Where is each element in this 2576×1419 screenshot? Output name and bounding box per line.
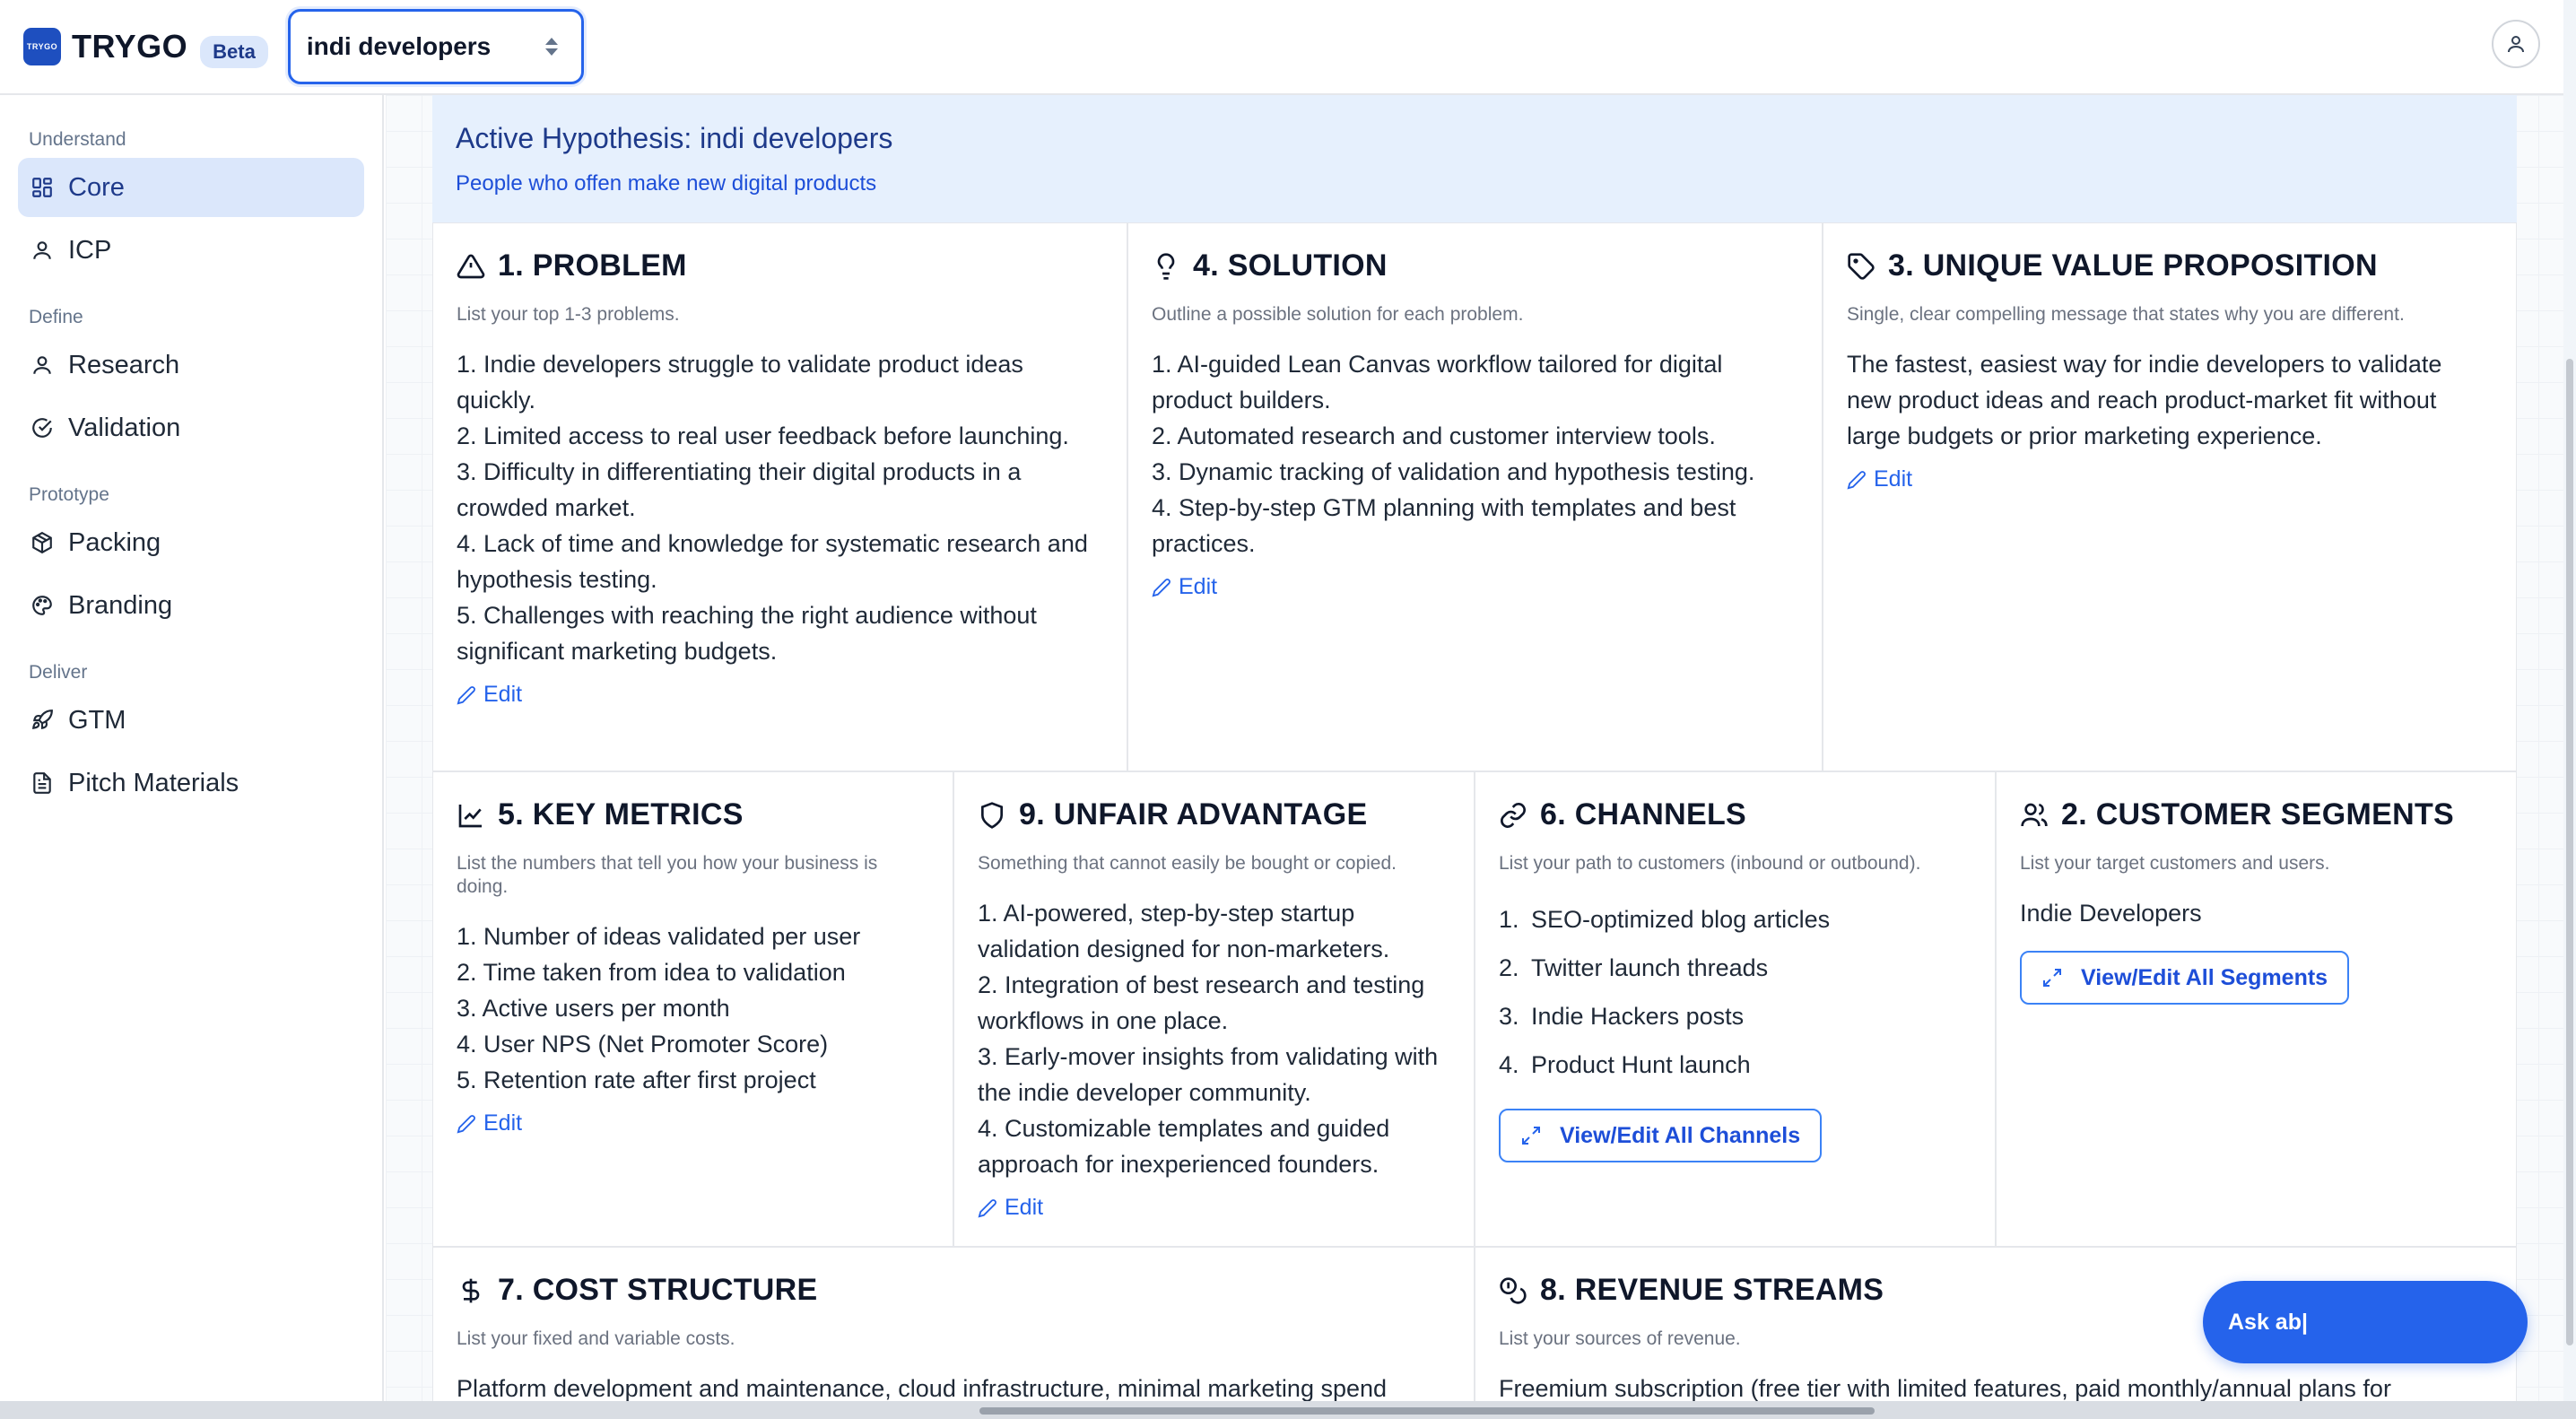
sidebar-item-label: Research bbox=[68, 350, 180, 379]
problem-block bbox=[432, 222, 1127, 771]
brand-name[interactable]: TRYGO bbox=[72, 28, 188, 65]
key-metrics-list bbox=[457, 918, 929, 1098]
sidebar-item-label: ICP bbox=[68, 235, 112, 265]
list-item: 4. Lack of time and knowledge for systematic research and hypothesis testing. bbox=[457, 530, 1088, 593]
solution-description: Outline a possible solution for each problem. bbox=[1152, 304, 1524, 325]
cost-structure-block bbox=[432, 1247, 1475, 1401]
lightbulb-icon bbox=[1152, 252, 1180, 281]
vertical-scrollbar[interactable] bbox=[2563, 0, 2576, 1401]
pencil-icon bbox=[457, 1114, 476, 1134]
list-item: 3. Early-mover insights from validating with the indie developer community. bbox=[978, 1043, 1439, 1106]
sidebar-item-icp[interactable] bbox=[18, 221, 364, 280]
uvp-title: 3. UNIQUE VALUE PROPOSITION bbox=[1847, 248, 2493, 283]
solution-edit-button[interactable]: Edit bbox=[1152, 574, 1217, 600]
pencil-icon bbox=[1152, 578, 1171, 597]
unfair-advantage-description: Something that cannot easily be bought or copied. bbox=[978, 853, 1397, 874]
customer-segments-text: Indie Developers bbox=[2020, 900, 2202, 927]
pencil-icon bbox=[457, 685, 476, 705]
unfair-advantage-list bbox=[978, 895, 1450, 1182]
list-item: 4. Step-by-step GTM planning with templates and best practices. bbox=[1152, 494, 1736, 557]
key-metrics-edit-button[interactable]: Edit bbox=[457, 1110, 522, 1136]
user-icon bbox=[30, 353, 54, 377]
sidebar-section-understand: Understand bbox=[29, 129, 126, 150]
link-icon bbox=[1499, 801, 1527, 830]
shield-icon bbox=[978, 801, 1006, 830]
palette-icon bbox=[30, 594, 54, 617]
list-item: 4. User NPS (Net Promoter Score) bbox=[457, 1031, 829, 1058]
user-icon bbox=[30, 239, 54, 262]
list-item: 3. Indie Hackers posts bbox=[1499, 1002, 1745, 1030]
problem-edit-button[interactable]: Edit bbox=[457, 682, 522, 708]
document-icon bbox=[30, 771, 54, 795]
channels-block bbox=[1475, 771, 1996, 1247]
problem-list bbox=[457, 346, 1103, 669]
list-item: 4. Customizable templates and guided approach for inexperienced founders. bbox=[978, 1115, 1390, 1178]
beta-badge: Beta bbox=[200, 36, 268, 68]
rocket-icon bbox=[30, 709, 54, 732]
project-select[interactable] bbox=[288, 9, 584, 84]
sidebar-item-core[interactable] bbox=[18, 158, 364, 217]
list-item: 4. Product Hunt launch bbox=[1499, 1050, 1751, 1078]
sidebar-item-validation[interactable] bbox=[18, 398, 364, 457]
chevron-up-down-icon bbox=[545, 38, 558, 56]
sidebar bbox=[0, 95, 384, 1401]
revenue-streams-title: 8. REVENUE STREAMS bbox=[1499, 1273, 2493, 1308]
sidebar-item-research[interactable] bbox=[18, 335, 364, 395]
list-item: 3. Dynamic tracking of validation and hypothesis testing. bbox=[1152, 458, 1755, 485]
cost-structure-text: Platform development and maintenance, cloud infrastructure, minimal marketing spend bbox=[457, 1375, 1388, 1401]
revenue-streams-text: Freemium subscription (free tier with limited features, paid monthly/annual plans for bbox=[1499, 1375, 2391, 1401]
view-edit-channels-button[interactable]: View/Edit All Channels bbox=[1499, 1109, 1822, 1162]
channels-description: List your path to customers (inbound or outbound). bbox=[1499, 853, 1921, 874]
uvp-block bbox=[1823, 222, 2517, 771]
coins-icon bbox=[1499, 1276, 1527, 1305]
list-item: 1. Number of ideas validated per user bbox=[457, 923, 861, 950]
list-item: 2. Limited access to real user feedback before launching. bbox=[457, 422, 1069, 449]
sidebar-item-gtm[interactable] bbox=[18, 691, 364, 750]
sidebar-section-define: Define bbox=[29, 307, 83, 327]
problem-title: 1. PROBLEM bbox=[457, 248, 1103, 283]
cost-structure-title: 7. COST STRUCTURE bbox=[457, 1273, 1450, 1308]
dollar-icon bbox=[457, 1276, 485, 1305]
revenue-streams-description: List your sources of revenue. bbox=[1499, 1328, 1741, 1349]
sidebar-item-label: Packing bbox=[68, 527, 161, 557]
sidebar-item-label: Validation bbox=[68, 413, 181, 442]
active-hypothesis-banner bbox=[432, 95, 2517, 222]
package-icon bbox=[30, 531, 54, 554]
sidebar-item-label: Core bbox=[68, 172, 125, 202]
unfair-advantage-edit-button[interactable]: Edit bbox=[978, 1195, 1043, 1221]
grid-icon bbox=[30, 176, 54, 199]
project-select-value: indi developers bbox=[306, 32, 492, 60]
unfair-advantage-block bbox=[953, 771, 1475, 1247]
list-item: 2. Time taken from idea to validation bbox=[457, 959, 846, 986]
hypothesis-subtitle: People who offen make new digital products bbox=[456, 171, 877, 196]
customer-segments-description: List your target customers and users. bbox=[2020, 853, 2330, 874]
list-item: 1. Indie developers struggle to validate product ideas quickly. bbox=[457, 351, 1023, 414]
solution-list bbox=[1152, 346, 1798, 562]
list-item: 5. Retention rate after first project bbox=[457, 1066, 816, 1093]
channels-list bbox=[1499, 895, 1971, 1089]
sidebar-section-prototype: Prototype bbox=[29, 484, 109, 505]
uvp-text: The fastest, easiest way for indie developers to validate new product ideas and reach product-market fit without large budgets or prior marketing experience. bbox=[1847, 351, 2442, 449]
vertical-scrollbar-thumb[interactable] bbox=[2566, 359, 2573, 1345]
line-chart-icon bbox=[457, 801, 485, 830]
key-metrics-title: 5. KEY METRICS bbox=[457, 797, 929, 832]
sidebar-section-deliver: Deliver bbox=[29, 662, 88, 683]
expand-icon bbox=[2041, 967, 2063, 988]
list-item: 3. Active users per month bbox=[457, 995, 730, 1022]
list-item: 1. AI-guided Lean Canvas workflow tailored for digital product builders. bbox=[1152, 351, 1723, 414]
uvp-edit-button[interactable]: Edit bbox=[1847, 466, 1912, 492]
uvp-description: Single, clear compelling message that states why you are different. bbox=[1847, 304, 2405, 325]
unfair-advantage-title: 9. UNFAIR ADVANTAGE bbox=[978, 797, 1450, 832]
list-item: 3. Difficulty in differentiating their digital products in a crowded market. bbox=[457, 458, 1022, 521]
user-account-button[interactable] bbox=[2492, 20, 2540, 68]
cost-structure-description: List your fixed and variable costs. bbox=[457, 1328, 735, 1349]
sidebar-item-branding[interactable] bbox=[18, 576, 364, 635]
list-item: 2. Twitter launch threads bbox=[1499, 953, 1769, 981]
check-circle-icon bbox=[30, 416, 54, 440]
channels-title: 6. CHANNELS bbox=[1499, 797, 1971, 832]
solution-title: 4. SOLUTION bbox=[1152, 248, 1798, 283]
pencil-icon bbox=[1847, 470, 1867, 490]
view-edit-segments-button[interactable]: View/Edit All Segments bbox=[2020, 951, 2349, 1005]
key-metrics-block bbox=[432, 771, 953, 1247]
list-item: 1. AI-powered, step-by-step startup validation designed for non-marketers. bbox=[978, 900, 1390, 962]
list-item: 2. Integration of best research and testing workflows in one place. bbox=[978, 971, 1425, 1034]
list-item: 2. Automated research and customer interview tools. bbox=[1152, 422, 1716, 449]
trygo-logo-icon[interactable]: TRYGO bbox=[23, 28, 61, 65]
sidebar-item-packing[interactable] bbox=[18, 513, 364, 572]
customer-segments-block bbox=[1996, 771, 2517, 1247]
sidebar-item-label: Branding bbox=[68, 590, 173, 620]
tag-icon bbox=[1847, 252, 1875, 281]
horizontal-scrollbar[interactable] bbox=[0, 1401, 2576, 1419]
sidebar-item-label: GTM bbox=[68, 705, 126, 735]
customer-segments-title: 2. CUSTOMER SEGMENTS bbox=[2020, 797, 2493, 832]
hypothesis-title: Active Hypothesis: indi developers bbox=[456, 122, 893, 154]
horizontal-scrollbar-thumb[interactable] bbox=[979, 1407, 1875, 1415]
solution-block bbox=[1127, 222, 1823, 771]
sidebar-item-pitch-materials[interactable] bbox=[18, 753, 364, 813]
top-header bbox=[0, 0, 2563, 95]
problem-description: List your top 1-3 problems. bbox=[457, 304, 680, 325]
alert-triangle-icon bbox=[457, 252, 485, 281]
list-item: 5. Challenges with reaching the right audience without significant marketing budgets. bbox=[457, 602, 1037, 665]
main-content bbox=[386, 95, 2563, 1401]
user-icon bbox=[2505, 33, 2527, 55]
expand-icon bbox=[1520, 1125, 1542, 1146]
pencil-icon bbox=[978, 1198, 997, 1218]
users-icon bbox=[2020, 801, 2049, 830]
list-item: 1. SEO-optimized blog articles bbox=[1499, 905, 1831, 933]
ask-ai-input[interactable]: Ask ab| bbox=[2203, 1281, 2528, 1363]
key-metrics-description: List the numbers that tell you how your business is doing. bbox=[457, 853, 878, 897]
sidebar-item-label: Pitch Materials bbox=[68, 768, 239, 797]
